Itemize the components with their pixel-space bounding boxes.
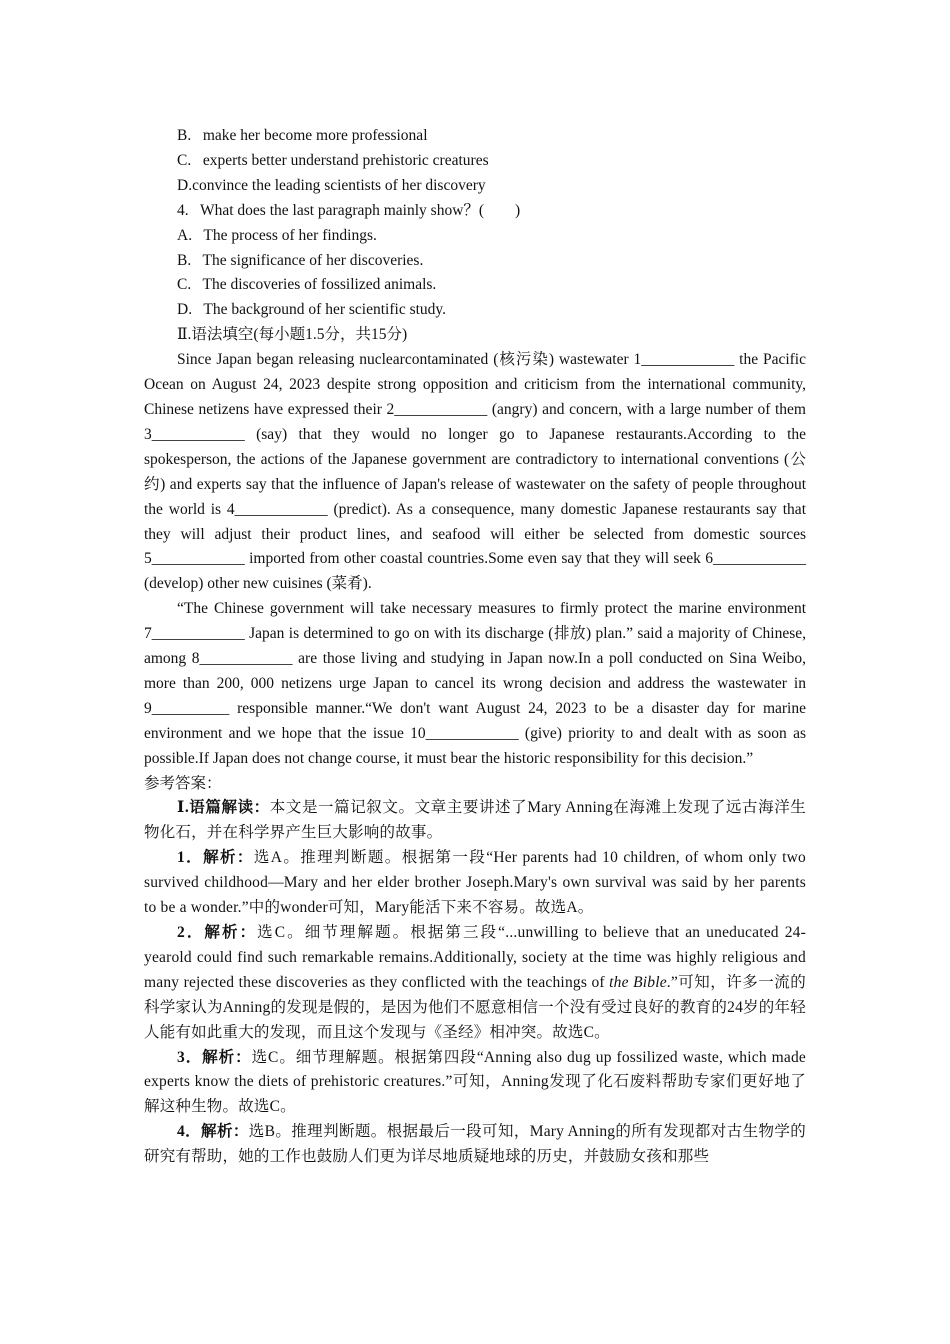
answer-3-label: 3．解析： — [177, 1048, 252, 1066]
passage-paragraph-2: “The Chinese government will take necessary measures to firmly protect the marine environment 7____________ Japan is determined to go on with its discharge (排放) plan.” said a majority of Chinese, among 8____________ are those living and studying in Japan now.In a poll conducted on Sina Weibo, more than 200, 000 netizens urge Japan to cancel its wrong decision and address the wastewater in 9__________ responsible manner.“We don't want August 24, 2023 to be a disaster day for marine environment and we hope that the issue 10____________ (give) priority to and dealt with as soon as possible.If Japan does not change course, it must bear the historic responsibility for this decision.” — [144, 600, 806, 767]
q3-option-b: B. make her become more professional — [177, 127, 428, 144]
answer-4-text: 选B。推理判断题。根据最后一段可知，Mary Anning的所有发现都对古生物学的研究有帮助，她的工作也鼓励人们更为详尽地质疑地球的历史，并鼓励女孩和那些 — [144, 1123, 806, 1166]
answers-heading: 参考答案： — [144, 774, 222, 792]
answer-4-label: 4．解析： — [177, 1123, 249, 1141]
answer-4 — [144, 1120, 806, 1170]
q4-option-a: A. The process of her findings. — [177, 226, 377, 244]
q4-option-b: B. The significance of her discoveries. — [177, 251, 424, 269]
q4-question: 4. What does the last paragraph mainly show？( ) — [177, 201, 521, 219]
answer-2-label: 2．解析： — [177, 924, 258, 941]
q3-option-c: C. experts better understand prehistoric creatures — [177, 151, 489, 169]
q4-option-d: D. The background of her scientific study. — [177, 301, 447, 319]
answer-1-text: 选A。推理判断题。根据第一段“Her parents had 10 children, of whom only two survived childhood—Mary and her elder brother Joseph.Mary's own survival was said by her parents to be a wonder.”中的wonder可知，Mary能活下来不容易。故选A。 — [144, 849, 806, 917]
answer-1-label: 1．解析： — [177, 849, 254, 867]
answer-intro-text: 本文是一篇记叙文。文章主要讲述了Mary Anning在海滩上发现了远古海洋生物化石，并在科学界产生巨大影响的故事。 — [144, 799, 806, 842]
document-page — [144, 124, 806, 1170]
answer-2-text-before: 选C。细节理解题。根据第三段“...unwilling to believe that an uneducated 24-yearold could find such remarkable remains.Additionally, society at the time was highly religious and many rejected these discoveries as they conflicted with the teachings of — [144, 924, 806, 991]
answer-2-italic-title: the Bible — [609, 973, 667, 991]
section2-title: Ⅱ.语法填空(每小题1.5分，共15分) — [177, 326, 408, 344]
passage-paragraph-1: Since Japan began releasing nuclearcontaminated (核污染) wastewater 1____________ the Pacific Ocean on August 24, 2023 despite strong opposition and criticism from the international community, Chinese netizens have expressed their 2____________ (angry) and concern, with a large number of them 3____________ (say) that they would no longer go to Japanese restaurants.According to the spokesperson, the actions of the Japanese government are contradictory to international conventions (公约) and experts say that the influence of Japan's release of wastewater on the safety of people throughout the world is 4____________ (predict). As a consequence, many domestic Japanese restaurants say that they will adjust their product lines, and seafood will either be selected from domestic sources 5____________ imported from other coastal countries.Some even say that they will seek 6____________ (develop) other new cuisines (菜肴). — [144, 351, 806, 593]
answer-intro — [144, 796, 806, 846]
answer-1 — [144, 846, 806, 921]
q3-option-d: D.convince the leading scientists of her discovery — [177, 176, 486, 194]
answer-intro-label: Ⅰ.语篇解读： — [177, 799, 270, 817]
answer-3 — [144, 1046, 806, 1121]
q4-option-c: C. The discoveries of fossilized animals. — [177, 276, 437, 294]
answer-2 — [144, 921, 806, 1046]
answer-3-text: 选C。细节理解题。根据第四段“Anning also dug up fossilized waste, which made experts know the diets of prehistoric creatures.”可知，Anning发现了化石废料帮助专家们更好地了解这种生物。故选C。 — [144, 1048, 806, 1116]
answer-2-text-after: .”可知，许多一流的科学家认为Anning的发现是假的，是因为他们不愿意相信一个没有受过良好的教育的24岁的年轻人能有如此重大的发现，而且这个发现与《圣经》相冲突。故选C。 — [144, 973, 806, 1041]
